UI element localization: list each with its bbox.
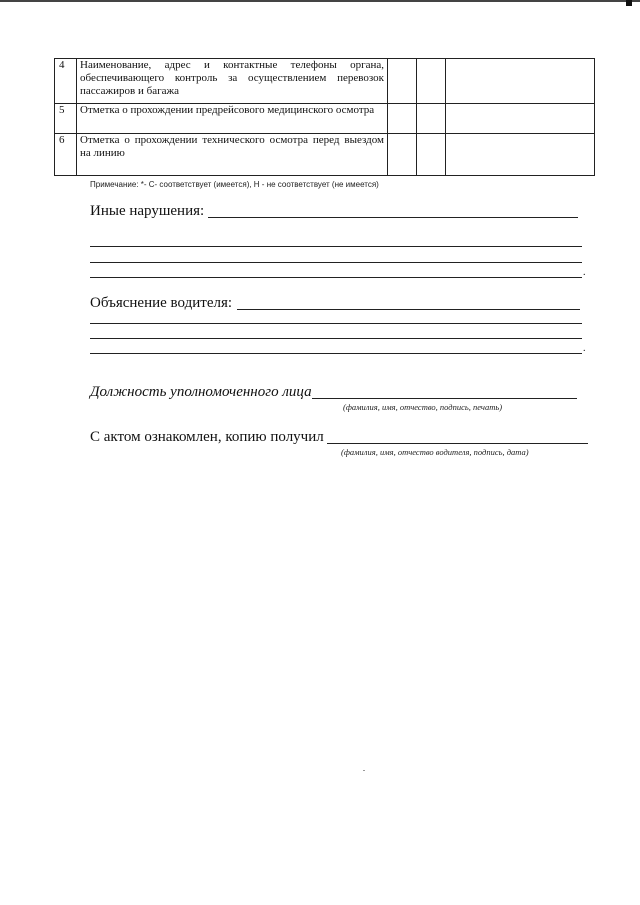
remarks-cell	[446, 59, 595, 104]
line-end-period: .	[583, 343, 586, 354]
inspection-table	[54, 58, 595, 176]
row-number: 4	[55, 59, 77, 104]
scan-corner-mark	[626, 0, 632, 6]
check-cell	[417, 104, 446, 134]
violations-line[interactable]	[208, 217, 578, 218]
check-cell	[388, 134, 417, 176]
row-number: 6	[55, 134, 77, 176]
official-position-label: Должность уполномоченного лица	[90, 384, 312, 400]
table-note: Примечание: *- С- соответствует (имеется), Н - не соответствует (не имеется)	[90, 180, 379, 189]
acknowledgement-signature-line[interactable]	[327, 443, 588, 444]
table-row	[55, 59, 595, 104]
check-cell	[388, 59, 417, 104]
row-description: Отметка о прохождении предрейсового медицинского осмотра	[77, 104, 388, 134]
scan-speck	[363, 770, 365, 771]
explanation-line[interactable]	[90, 323, 582, 324]
line-end-period: .	[583, 267, 586, 278]
explanation-line[interactable]	[90, 338, 582, 339]
explanation-line[interactable]	[237, 309, 580, 310]
table-row	[55, 104, 595, 134]
acknowledgement-signature-hint: (фамилия, имя, отчество водителя, подпись, дата)	[341, 447, 529, 457]
violations-line[interactable]	[90, 277, 582, 278]
row-description: Отметка о прохождении технического осмотра перед выездом на линию	[77, 134, 388, 176]
check-cell	[388, 104, 417, 134]
violations-line[interactable]	[90, 246, 582, 247]
remarks-cell	[446, 104, 595, 134]
acknowledgement-label: С актом ознакомлен, копию получил	[90, 429, 324, 445]
violations-label: Иные нарушения:	[90, 203, 205, 219]
row-description: Наименование, адрес и контактные телефоны органа, обеспечивающего контроль за осуществлением перевозок пассажиров и багажа	[77, 59, 388, 104]
explanation-line[interactable]	[90, 353, 582, 354]
check-cell	[417, 59, 446, 104]
table-row	[55, 134, 595, 176]
remarks-cell	[446, 134, 595, 176]
official-signature-hint: (фамилия, имя, отчество, подпись, печать)	[343, 402, 503, 412]
check-cell	[417, 134, 446, 176]
top-border-line	[0, 0, 640, 2]
driver-explanation-label: Объяснение водителя:	[90, 295, 233, 311]
official-signature-line[interactable]	[312, 398, 577, 399]
row-number: 5	[55, 104, 77, 134]
violations-line[interactable]	[90, 262, 582, 263]
